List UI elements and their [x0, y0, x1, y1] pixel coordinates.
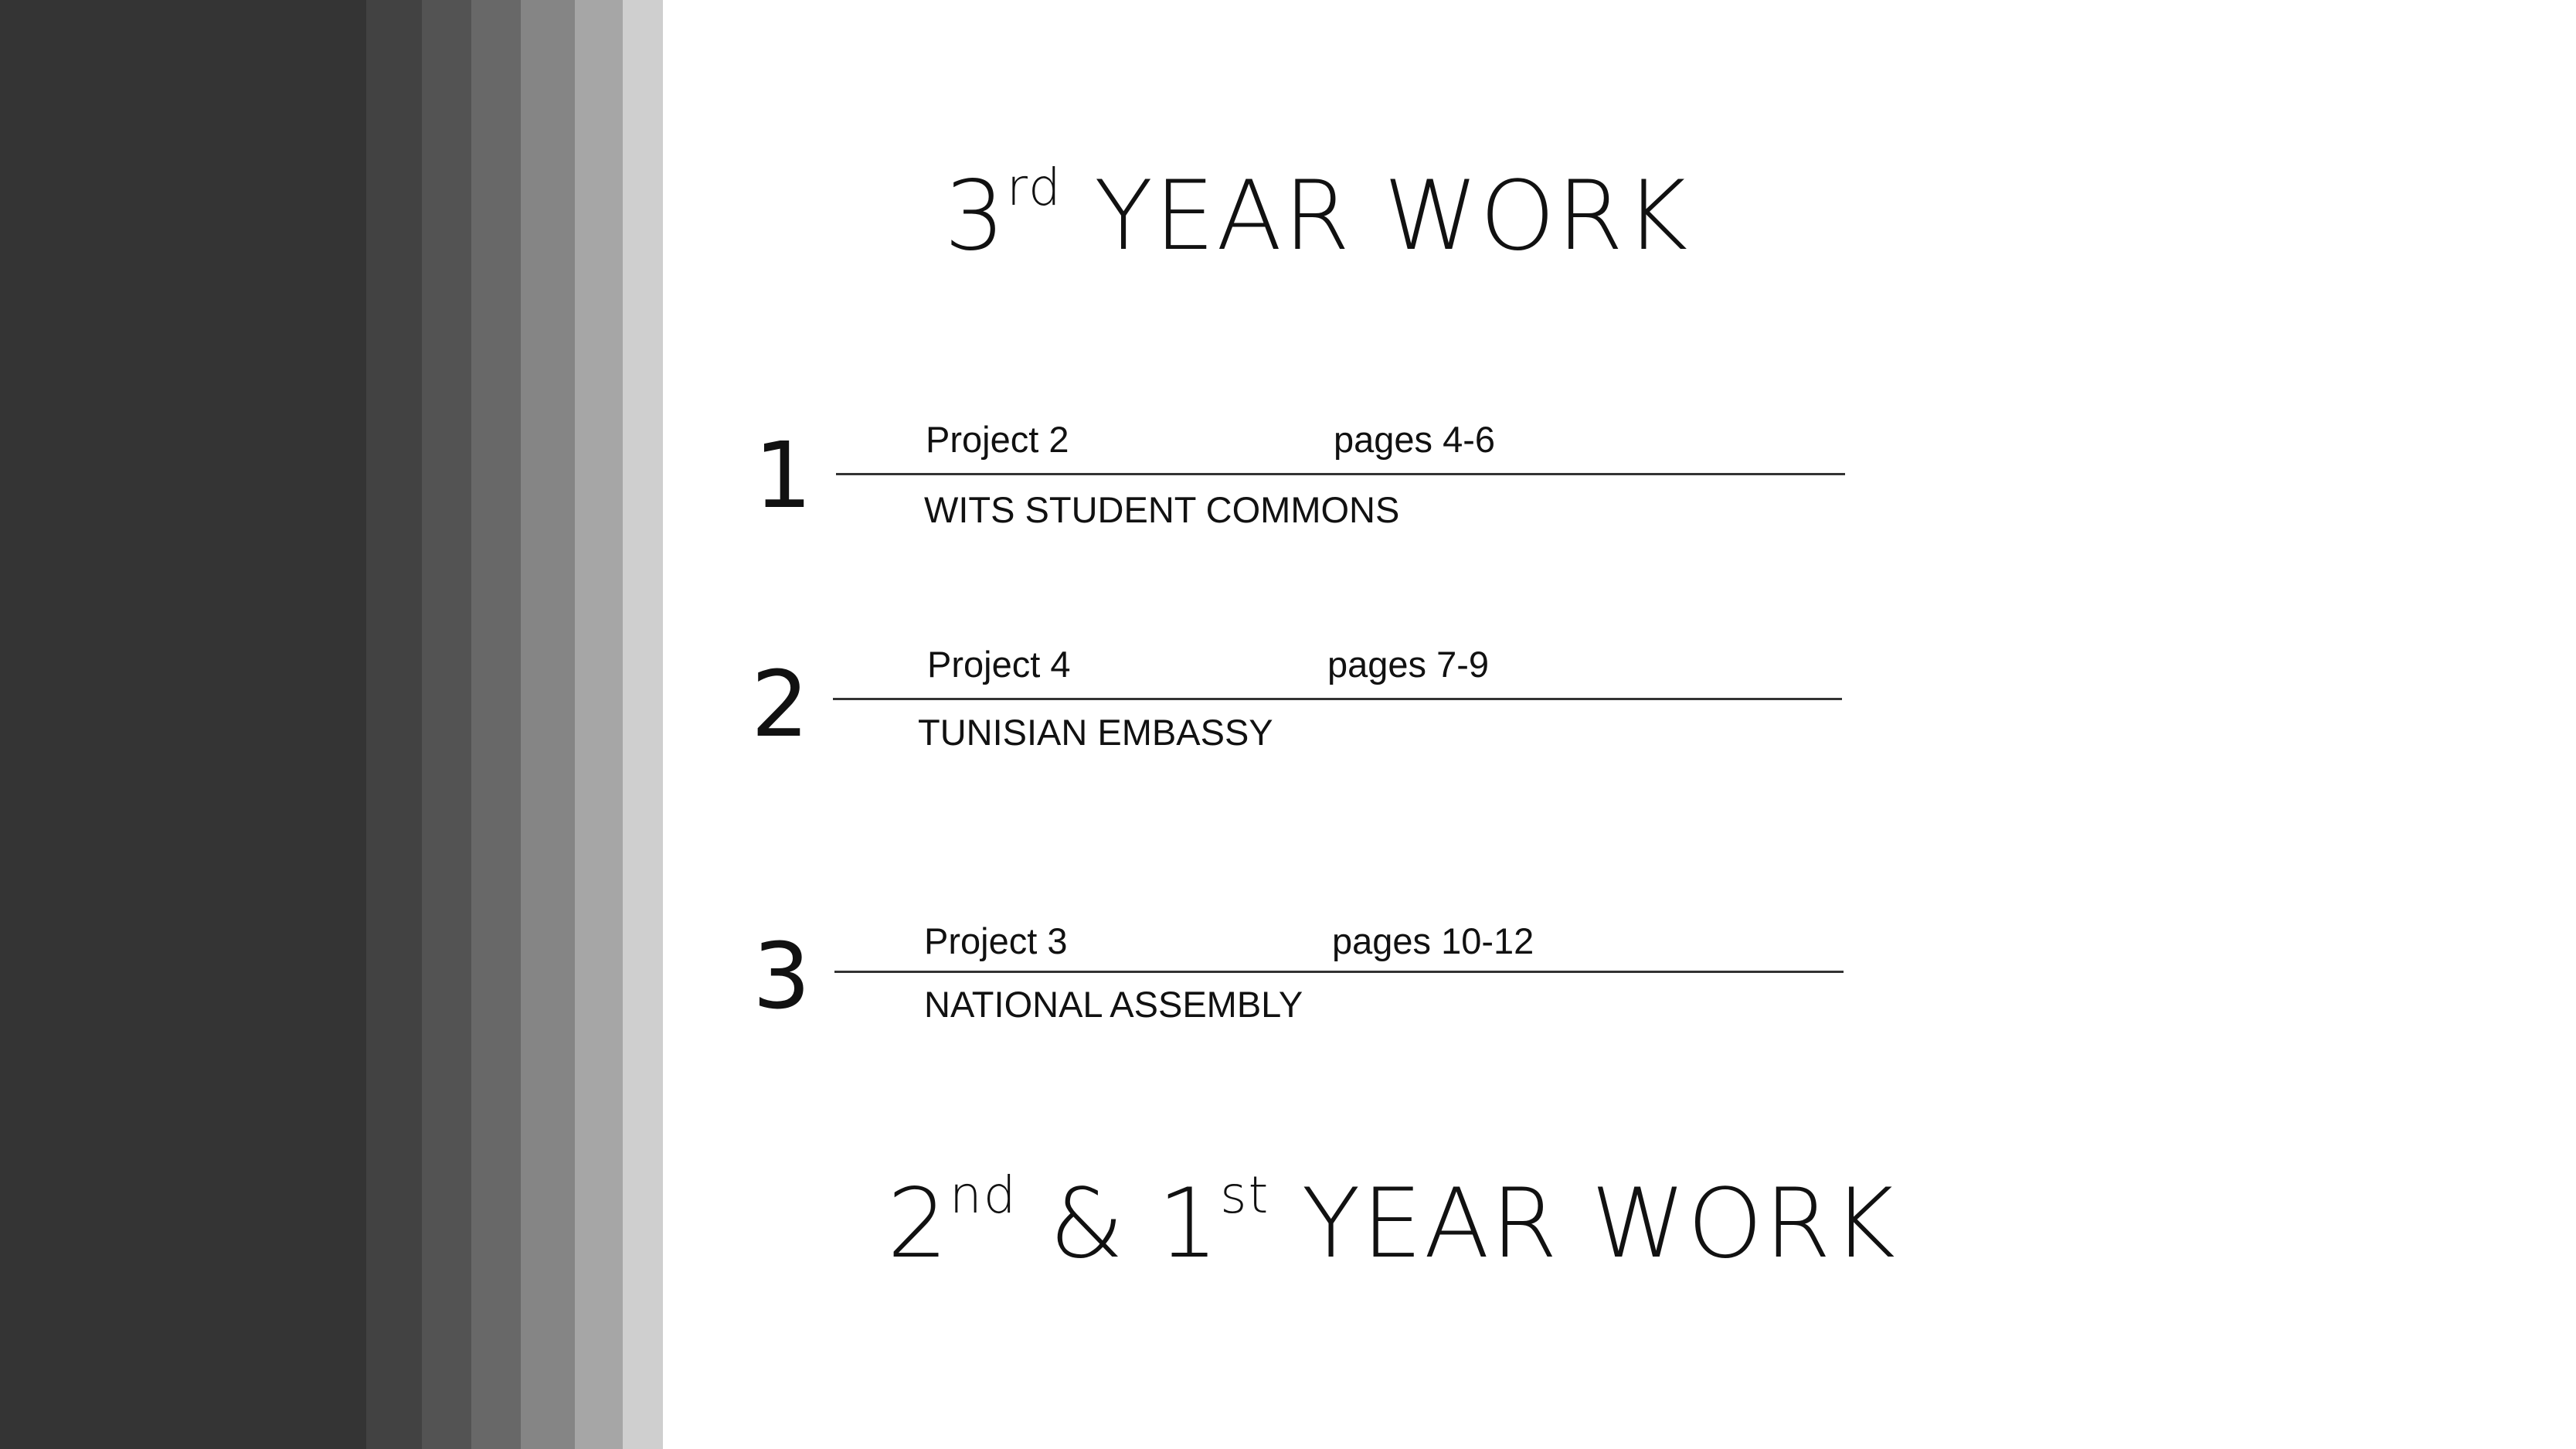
third-year-heading — [944, 158, 1690, 272]
entry-pages: pages 7-9 — [1327, 644, 1490, 685]
left-band-stripe — [471, 0, 521, 1449]
entry-name: NATIONAL ASSEMBLY — [924, 984, 1303, 1025]
second-year-number: 2 — [887, 1168, 950, 1280]
entry-divider — [834, 971, 1844, 973]
entry-number: 2 — [751, 651, 810, 757]
third-year-suffix: rd — [1006, 158, 1062, 217]
entry-pages: pages 10-12 — [1332, 920, 1534, 961]
entry-project: Project 4 — [927, 644, 1071, 685]
first-year-number: 1 — [1157, 1168, 1221, 1280]
entry-pages: pages 4-6 — [1334, 419, 1496, 460]
entry-number: 1 — [754, 422, 813, 529]
second-first-year-heading — [887, 1165, 1897, 1280]
entry-divider — [836, 473, 1845, 475]
left-band-stripe — [575, 0, 623, 1449]
entry-number: 3 — [753, 923, 811, 1029]
entry-name: WITS STUDENT COMMONS — [924, 489, 1400, 530]
left-band-stripe — [521, 0, 575, 1449]
left-band-stripe — [422, 0, 471, 1449]
heading-joiner: & — [1017, 1168, 1158, 1280]
left-band-stripe — [0, 0, 366, 1449]
entry-name: TUNISIAN EMBASSY — [918, 712, 1273, 753]
left-band-stripe — [623, 0, 663, 1449]
second-year-suffix: nd — [949, 1165, 1018, 1225]
third-year-title: YEAR WORK — [1062, 161, 1690, 272]
entry-project: Project 2 — [926, 419, 1069, 460]
second-first-year-title: YEAR WORK — [1269, 1168, 1897, 1280]
third-year-number: 3 — [944, 161, 1007, 272]
first-year-suffix: st — [1220, 1165, 1270, 1225]
left-band-stripe — [366, 0, 422, 1449]
entry-project: Project 3 — [924, 920, 1068, 961]
entry-divider — [833, 698, 1842, 700]
